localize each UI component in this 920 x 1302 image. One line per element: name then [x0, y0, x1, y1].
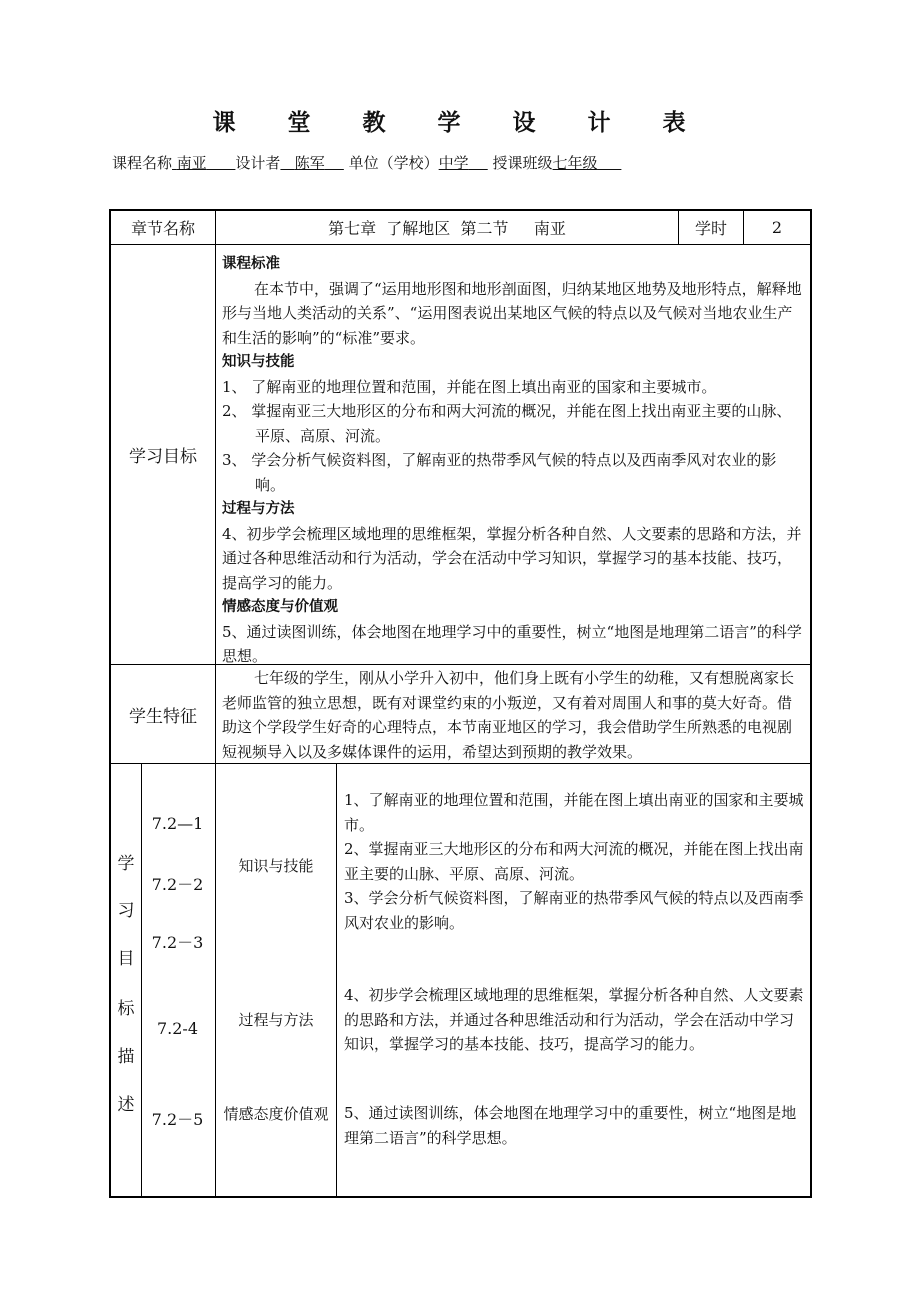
standard-code: 7.2－2 [151, 875, 204, 894]
course-name-label: 课程名称 [112, 154, 173, 172]
chapter-value: 第七章 了解地区 第二节 南亚 [328, 219, 566, 238]
students-label: 学生特征 [129, 706, 197, 727]
table-border [810, 209, 812, 1198]
objectives-content [222, 252, 806, 669]
objective-item: 3、 学会分析气候资料图，了解南亚的热带季风气候的特点以及西南季风对农业的影响。 [222, 451, 777, 494]
vertical-label-char: 习 [117, 901, 135, 921]
description-item: 2、掌握南亚三大地形区的分布和两大河流的概况，并能在图上找出南亚主要的山脉、平原、高原、河流。 [344, 840, 804, 883]
objective-item: 2、 掌握南亚三大地形区的分布和两大河流的概况，并能在图上找出南亚主要的山脉、平原、高原、河流。 [222, 402, 792, 445]
vertical-label-char: 学 [117, 854, 135, 874]
class-label: 授课班级 [492, 154, 553, 172]
course-meta-line [112, 152, 621, 173]
category-attitude: 情感态度价值观 [223, 1105, 329, 1123]
standard-code: 7.2-4 [156, 1019, 199, 1038]
unit-label: 单位（学校） [348, 154, 439, 172]
vertical-label-char: 目 [117, 949, 135, 969]
description-attitude-text: 5、通过读图训练，体会地图在地理学习中的重要性，树立“地图是地理第二语言”的科学思想。 [344, 1104, 797, 1147]
class-value: 七年级 [552, 154, 598, 172]
chapter-label: 章节名称 [130, 219, 195, 238]
description-knowledge-text [344, 788, 806, 935]
process-heading: 过程与方法 [222, 501, 295, 517]
page-title: 课 堂 教 学 设 计 表 [212, 110, 708, 136]
designer-value: 陈军 [294, 154, 325, 172]
col-divider [215, 210, 216, 1197]
hours-value: 2 [771, 218, 783, 237]
attitude-heading: 情感态度与价值观 [222, 599, 338, 615]
knowledge-heading: 知识与技能 [222, 354, 295, 370]
vertical-label-char: 标 [117, 999, 135, 1019]
description-item: 3、学会分析气候资料图，了解南亚的热带季风气候的特点以及西南季风对农业的影响。 [344, 889, 804, 932]
category-knowledge: 知识与技能 [238, 857, 314, 875]
designer-label: 设计者 [235, 154, 281, 172]
course-name-value: 南亚 [176, 154, 207, 172]
students-text: 七年级的学生，刚从小学升入初中，他们身上既有小学生的幼稚，又有想脱离家长老师监管的独立思想，既有对课堂约束的小叛逆，又有着对周围人和事的莫大好奇。借助这个学段学生好奇的心理特点，本节南亚地区的学习，我会借助学生所熟悉的电视剧短视频导入以及多媒体课件的运用，希望达到预期的教学效果。 [222, 669, 795, 761]
objective-item: 5、通过读图训练，体会地图在地理学习中的重要性，树立“地图是地理第二语言”的科学思想。 [222, 622, 802, 665]
vertical-label-char: 描 [117, 1047, 135, 1067]
description-process-text: 4、初步学会梳理区域地理的思维框架，掌握分析各种自然、人文要素的思路和方法，并通过各种思维活动和行为活动，学会在活动中学习知识，掌握学习的基本技能、技巧，提高学习的能力。 [344, 986, 804, 1053]
objective-item: 4、初步学会梳理区域地理的思维框架，掌握分析各种自然、人文要素的思路和方法，并通过各种思维活动和行为活动，学会在活动中学习知识，掌握学习的基本技能、技巧，提高学习的能力。 [222, 524, 802, 592]
objective-item: 1、 了解南亚的地理位置和范围，并能在图上填出南亚的国家和主要城市。 [222, 377, 717, 396]
category-process: 过程与方法 [238, 1011, 314, 1029]
hours-label: 学时 [694, 219, 727, 238]
curriculum-standard-heading: 课程标准 [222, 256, 280, 272]
col-divider [336, 764, 337, 1197]
standard-code: 7.2－5 [151, 1110, 204, 1129]
unit-value: 中学 [438, 154, 469, 172]
curriculum-standard-text: 在本节中，强调了“运用地形图和地形剖面图，归纳某地区地势及地形特点，解释地形与当地人类活动的关系”、“运用图表说出某地区气候的特点以及气候对当地农业生产和生活的影响”的“标准”要求。 [222, 279, 802, 347]
standard-code: 7.2—1 [151, 814, 204, 833]
standard-code: 7.2－3 [151, 933, 204, 952]
description-item: 1、了解南亚的地理位置和范围，并能在图上填出南亚的国家和主要城市。 [344, 791, 804, 834]
objectives-label: 学习目标 [129, 447, 197, 467]
vertical-label-char: 述 [117, 1095, 135, 1115]
